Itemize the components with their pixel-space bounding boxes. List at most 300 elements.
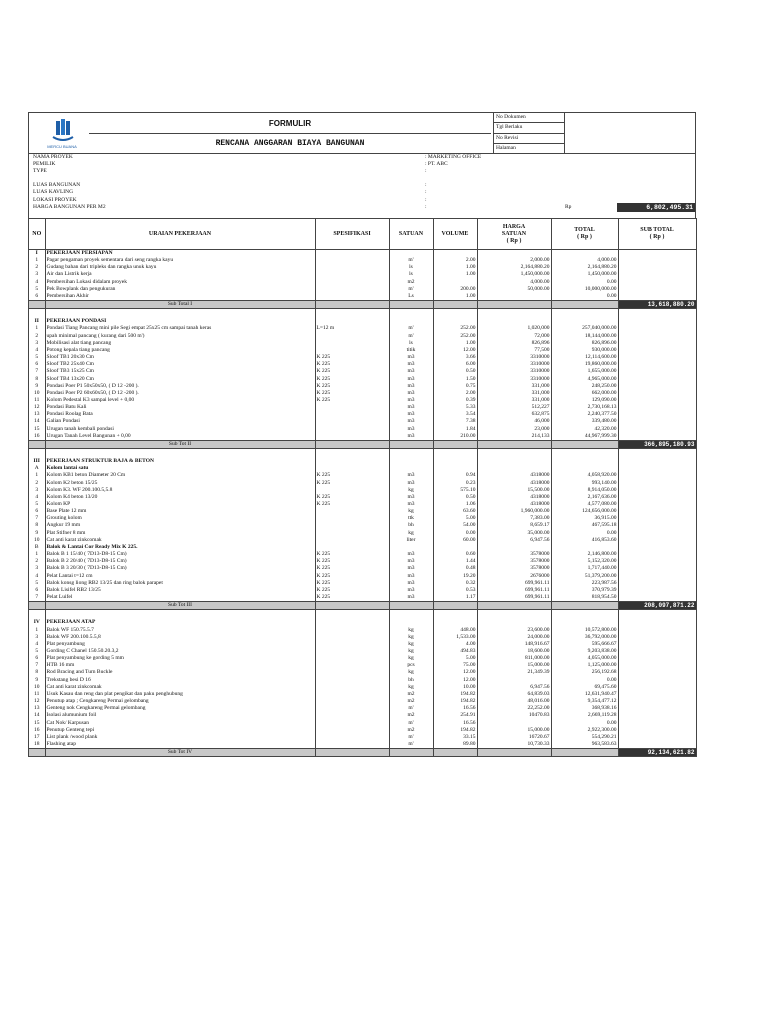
- row-volume: 1.44: [433, 558, 477, 565]
- table-row: [29, 594, 696, 602]
- row-no: 2: [29, 333, 45, 340]
- row-volume: 7.38: [433, 418, 477, 425]
- row-harga-satuan: 4318000: [477, 480, 551, 487]
- info-label: LOKASI PROYEK: [33, 196, 77, 203]
- row-satuan: kg: [389, 530, 433, 537]
- row-uraian: Pembersihan Akhir: [45, 293, 315, 301]
- row-satuan: kg: [389, 487, 433, 494]
- row-spesifikasi: [315, 426, 389, 433]
- row-uraian: Urugan tanah kembali pondasi: [45, 426, 315, 433]
- empty-cell: [477, 602, 551, 610]
- row-satuan: kg: [389, 684, 433, 691]
- table-row: [29, 580, 696, 587]
- table-row: [29, 383, 696, 390]
- row-uraian: Rod Bracing and Turn Buckle: [45, 669, 315, 676]
- col-volume: VOLUME: [433, 219, 477, 250]
- col-harga-line2: SATUAN: [501, 230, 527, 237]
- row-satuan: m3: [389, 551, 433, 558]
- empty-cell: [45, 610, 315, 620]
- row-uraian: Cat anti karat zinkcomak: [45, 684, 315, 691]
- row-volume: 1.00: [433, 271, 477, 278]
- row-total: 69,475.60: [551, 684, 618, 691]
- row-satuan: m3: [389, 433, 433, 441]
- row-uraian: Plat Stifner 8 mm: [45, 530, 315, 537]
- row-no: 2: [29, 480, 45, 487]
- row-volume: 194.82: [433, 698, 477, 705]
- table-row: [29, 641, 696, 648]
- row-total: 36,792,000.00: [551, 634, 618, 641]
- empty-cell: [551, 440, 618, 448]
- row-spesifikasi: K 225: [315, 480, 389, 487]
- row-no: 3: [29, 271, 45, 278]
- row-volume: 12.00: [433, 669, 477, 676]
- subtotal-label: Sub Total I: [45, 301, 315, 309]
- table-row: [29, 354, 696, 361]
- row-spesifikasi: K 225: [315, 494, 389, 501]
- row-total: 2,164,880.20: [551, 264, 618, 271]
- info-value: :: [425, 182, 427, 189]
- row-no: 6: [29, 655, 45, 662]
- row-spesifikasi: [315, 522, 389, 529]
- row-volume: [433, 544, 477, 551]
- empty-cell: [618, 720, 696, 727]
- row-harga-satuan: 21,349.39: [477, 669, 551, 676]
- row-total: 2,240,377.50: [551, 411, 618, 418]
- empty-cell: [618, 691, 696, 698]
- logo-text: MERCU BUANA: [47, 144, 77, 149]
- row-volume: 16.56: [433, 720, 477, 727]
- row-volume: 252.00: [433, 325, 477, 332]
- row-volume: 1.00: [433, 340, 477, 347]
- empty-cell: [29, 749, 45, 757]
- row-volume: 0.53: [433, 587, 477, 594]
- row-harga-satuan: 811,000.00: [477, 655, 551, 662]
- empty-cell: [477, 301, 551, 309]
- row-uraian: Pondasi Roolag Bata: [45, 411, 315, 418]
- row-uraian: Penutup atap ; Cengkareng Permai gelombang: [45, 698, 315, 705]
- row-total: 257,040,000.00: [551, 325, 618, 332]
- empty-cell: [433, 602, 477, 610]
- row-volume: 0.00: [433, 530, 477, 537]
- row-satuan: m3: [389, 580, 433, 587]
- doc-field: No Revisi: [494, 134, 564, 144]
- empty-cell: [389, 440, 433, 448]
- empty-cell: [551, 250, 618, 258]
- row-volume: 1.00: [433, 264, 477, 271]
- col-harga-line3: ( Rp ): [506, 237, 522, 244]
- row-volume: 75.00: [433, 662, 477, 669]
- table-row: [29, 340, 696, 347]
- row-harga-satuan: 699,961.11: [477, 594, 551, 602]
- spacer-row: [29, 610, 696, 620]
- row-no: 10: [29, 684, 45, 691]
- row-harga-satuan: 826,896: [477, 340, 551, 347]
- row-spesifikasi: [315, 544, 389, 551]
- row-harga-satuan: 46,000: [477, 418, 551, 425]
- empty-cell: [29, 440, 45, 448]
- row-volume: 16.56: [433, 705, 477, 712]
- row-total: 2,922,300.00: [551, 727, 618, 734]
- empty-cell: [618, 610, 696, 620]
- empty-cell: [618, 472, 696, 479]
- empty-cell: [618, 684, 696, 691]
- form-title: FORMULIR: [89, 113, 491, 134]
- section-no: I: [29, 250, 45, 258]
- row-harga-satuan: 10,730.33: [477, 741, 551, 749]
- empty-cell: [433, 749, 477, 757]
- row-spesifikasi: K 225: [315, 354, 389, 361]
- row-no: 1: [29, 257, 45, 264]
- row-total: 0.00: [551, 720, 618, 727]
- row-uraian: Trekstang besi D 16: [45, 677, 315, 684]
- row-satuan: kg: [389, 627, 433, 634]
- row-harga-satuan: 22,252.00: [477, 705, 551, 712]
- table-row: [29, 648, 696, 655]
- mercu-buana-logo-icon: [31, 115, 91, 151]
- row-uraian: Plat penyambung: [45, 641, 315, 648]
- row-total: 9,203,838.00: [551, 648, 618, 655]
- row-satuan: m': [389, 257, 433, 264]
- row-uraian: Pelat Luifel: [45, 594, 315, 602]
- subtotal-label: Sub Tot III: [45, 602, 315, 610]
- row-spesifikasi: [315, 662, 389, 669]
- table-row: [29, 551, 696, 558]
- row-satuan: m': [389, 286, 433, 293]
- row-uraian: Usuk Kasau dan reng dan plat pengikat dan paku penghubung: [45, 691, 315, 698]
- row-total: 416,853.60: [551, 537, 618, 544]
- row-total: 1,717,440.00: [551, 565, 618, 572]
- empty-cell: [433, 440, 477, 448]
- row-no: 5: [29, 501, 45, 508]
- row-no: 2: [29, 264, 45, 271]
- row-uraian: Pondasi Poer P1 50x50x50, ( D 12 -200 ).: [45, 383, 315, 390]
- row-no: 9: [29, 677, 45, 684]
- section-header: [29, 318, 696, 325]
- row-uraian: Kolom lantai satu: [45, 465, 315, 472]
- row-satuan: m': [389, 333, 433, 340]
- row-no: 10: [29, 537, 45, 544]
- col-no: NO: [29, 219, 45, 250]
- table-row: [29, 404, 696, 411]
- row-no: 16: [29, 727, 45, 734]
- row-harga-satuan: 2,164,880.20: [477, 264, 551, 271]
- rab-table: [29, 218, 697, 757]
- row-total: 36,915.00: [551, 515, 618, 522]
- row-satuan: m3: [389, 594, 433, 602]
- row-no: 1: [29, 472, 45, 479]
- row-uraian: Kolom KP: [45, 501, 315, 508]
- row-total: 2,146,800.00: [551, 551, 618, 558]
- table-row: [29, 390, 696, 397]
- subtotal-row: [29, 301, 696, 309]
- row-harga-satuan: 35,000.00: [477, 530, 551, 537]
- info-label: TYPE: [33, 168, 47, 175]
- row-satuan: m3: [389, 404, 433, 411]
- row-volume: 12.00: [433, 677, 477, 684]
- row-spesifikasi: [315, 677, 389, 684]
- row-uraian: Kolom K4 beton 13/20: [45, 494, 315, 501]
- row-total: 256,192.68: [551, 669, 618, 676]
- row-total: 993,140.00: [551, 480, 618, 487]
- table-row: [29, 522, 696, 529]
- empty-cell: [551, 318, 618, 325]
- table-row: [29, 465, 696, 472]
- row-total: 44,967,999.30: [551, 433, 618, 441]
- row-total: 51,379,200.00: [551, 573, 618, 580]
- empty-cell: [618, 309, 696, 319]
- row-volume: 448.00: [433, 627, 477, 634]
- empty-cell: [389, 309, 433, 319]
- table-row: [29, 573, 696, 580]
- row-volume: 1.00: [433, 293, 477, 301]
- table-row: [29, 333, 696, 340]
- empty-cell: [618, 634, 696, 641]
- empty-cell: [618, 279, 696, 286]
- row-satuan: m3: [389, 501, 433, 508]
- row-satuan: m2: [389, 279, 433, 286]
- empty-cell: [315, 610, 389, 620]
- section-title: PEKERJAAN ATAP: [45, 619, 315, 626]
- row-satuan: m': [389, 720, 433, 727]
- row-harga-satuan: 3310000: [477, 376, 551, 383]
- empty-cell: [477, 440, 551, 448]
- col-uraian: URAIAN PEKERJAAN: [45, 219, 315, 250]
- empty-cell: [389, 619, 433, 626]
- row-harga-satuan: 3578000: [477, 565, 551, 572]
- row-total: 2,167,636.00: [551, 494, 618, 501]
- row-satuan: m3: [389, 411, 433, 418]
- empty-cell: [618, 264, 696, 271]
- row-volume: 5.00: [433, 515, 477, 522]
- row-spesifikasi: [315, 530, 389, 537]
- table-row: [29, 705, 696, 712]
- empty-cell: [618, 627, 696, 634]
- row-volume: 6.00: [433, 361, 477, 368]
- row-volume: 54.00: [433, 522, 477, 529]
- row-total: 370,979.39: [551, 587, 618, 594]
- table-row: [29, 279, 696, 286]
- section-no: III: [29, 458, 45, 465]
- empty-cell: [389, 318, 433, 325]
- empty-cell: [315, 440, 389, 448]
- row-no: 2: [29, 558, 45, 565]
- subtotal-value: 92,134,621.82: [618, 749, 696, 757]
- table-row: [29, 691, 696, 698]
- empty-cell: [477, 610, 551, 620]
- empty-cell: [618, 480, 696, 487]
- row-total: 1,450,000.00: [551, 271, 618, 278]
- empty-cell: [315, 619, 389, 626]
- table-row: [29, 501, 696, 508]
- row-no: 17: [29, 734, 45, 741]
- row-satuan: m3: [389, 383, 433, 390]
- harga-per-m2-value: 6,802,495.31: [617, 203, 695, 212]
- empty-cell: [389, 749, 433, 757]
- row-satuan: [389, 465, 433, 472]
- row-harga-satuan: 6,947.56: [477, 537, 551, 544]
- row-spesifikasi: [315, 404, 389, 411]
- empty-cell: [618, 741, 696, 749]
- row-uraian: Kolom K2 beton 15/25: [45, 480, 315, 487]
- row-uraian: HTB 16 mm: [45, 662, 315, 669]
- empty-cell: [315, 250, 389, 258]
- row-total: 662,000.00: [551, 390, 618, 397]
- row-no: 15: [29, 720, 45, 727]
- col-total: [551, 219, 618, 250]
- row-no: 11: [29, 397, 45, 404]
- row-uraian: Pelat Lantai t=12 cm: [45, 573, 315, 580]
- empty-cell: [618, 458, 696, 465]
- row-volume: 4.00: [433, 641, 477, 648]
- row-total: 467,595.18: [551, 522, 618, 529]
- row-no: 18: [29, 741, 45, 749]
- row-satuan: kg: [389, 669, 433, 676]
- empty-cell: [618, 418, 696, 425]
- empty-cell: [618, 641, 696, 648]
- row-spesifikasi: [315, 508, 389, 515]
- info-row: [29, 182, 695, 189]
- empty-cell: [618, 449, 696, 459]
- info-row: [29, 168, 695, 175]
- row-total: 930,000.00: [551, 347, 618, 354]
- doc-field: Halaman: [496, 144, 516, 151]
- empty-cell: [618, 669, 696, 676]
- empty-cell: [618, 426, 696, 433]
- row-total: 8,914,050.00: [551, 487, 618, 494]
- row-volume: 10.00: [433, 684, 477, 691]
- row-satuan: m2: [389, 712, 433, 719]
- row-no: 9: [29, 383, 45, 390]
- table-row: [29, 257, 696, 264]
- row-spesifikasi: K 225: [315, 565, 389, 572]
- row-volume: 1,533.00: [433, 634, 477, 641]
- info-row: [29, 154, 695, 161]
- row-volume: 1.84: [433, 426, 477, 433]
- row-satuan: m3: [389, 480, 433, 487]
- row-harga-satuan: 18,600.00: [477, 648, 551, 655]
- row-total: 18,144,000.00: [551, 333, 618, 340]
- row-harga-satuan: 331,000: [477, 390, 551, 397]
- row-no: 4: [29, 641, 45, 648]
- row-volume: 3.66: [433, 354, 477, 361]
- row-spesifikasi: K 225: [315, 390, 389, 397]
- row-harga-satuan: 15,500.00: [477, 487, 551, 494]
- row-no: 1: [29, 627, 45, 634]
- row-no: 13: [29, 705, 45, 712]
- empty-cell: [315, 309, 389, 319]
- row-harga-satuan: 3310000: [477, 368, 551, 375]
- row-volume: 2.00: [433, 257, 477, 264]
- col-harga-line1: HARGA: [502, 223, 526, 230]
- table-row: [29, 627, 696, 634]
- col-sub-line1: SUB TOTAL: [640, 227, 674, 233]
- row-spesifikasi: [315, 727, 389, 734]
- row-no: 7: [29, 368, 45, 375]
- table-row: [29, 433, 696, 441]
- table-row: [29, 537, 696, 544]
- row-spesifikasi: [315, 698, 389, 705]
- row-total: 554,290.21: [551, 734, 618, 741]
- row-total: 595,666.67: [551, 641, 618, 648]
- table-row: [29, 720, 696, 727]
- row-uraian: Plat penyambung ke gording 5 mm: [45, 655, 315, 662]
- row-satuan: m3: [389, 472, 433, 479]
- row-satuan: titik: [389, 347, 433, 354]
- empty-cell: [618, 565, 696, 572]
- row-uraian: Kolom Pedestal K3 sampai level + 0,00: [45, 397, 315, 404]
- empty-cell: [477, 619, 551, 626]
- row-spesifikasi: K 225: [315, 558, 389, 565]
- table-row: [29, 530, 696, 537]
- row-satuan: m2: [389, 698, 433, 705]
- empty-cell: [618, 397, 696, 404]
- row-volume: 2.00: [433, 390, 477, 397]
- table-row: [29, 515, 696, 522]
- row-satuan: ttk: [389, 515, 433, 522]
- project-info: [29, 154, 696, 218]
- empty-cell: [618, 734, 696, 741]
- row-uraian: Balok & Lantai Cor Ready Mix K 225.: [45, 544, 315, 551]
- col-spesifikasi: SPESIFIKASI: [315, 219, 389, 250]
- col-sub-total: [618, 219, 696, 250]
- row-no: 13: [29, 411, 45, 418]
- row-volume: [433, 465, 477, 472]
- row-total: 2,730,168.13: [551, 404, 618, 411]
- row-no: 5: [29, 286, 45, 293]
- empty-cell: [551, 610, 618, 620]
- row-volume: 0.23: [433, 480, 477, 487]
- row-satuan: m3: [389, 426, 433, 433]
- row-spesifikasi: [315, 712, 389, 719]
- row-harga-satuan: 4318000: [477, 501, 551, 508]
- row-volume: 0.60: [433, 551, 477, 558]
- row-no: 8: [29, 376, 45, 383]
- row-spesifikasi: K 225: [315, 361, 389, 368]
- empty-cell: [477, 318, 551, 325]
- row-harga-satuan: 3578000: [477, 558, 551, 565]
- subtotal-label: Sub Tot IV: [45, 749, 315, 757]
- row-volume: 1.50: [433, 376, 477, 383]
- row-total: 4,058,920.00: [551, 472, 618, 479]
- empty-cell: [618, 361, 696, 368]
- section-no: II: [29, 318, 45, 325]
- doc-fields: [493, 113, 565, 153]
- row-harga-satuan: 1,960,000.00: [477, 508, 551, 515]
- row-volume: 200.00: [433, 286, 477, 293]
- row-spesifikasi: K 225: [315, 594, 389, 602]
- row-satuan: m': [389, 734, 433, 741]
- row-uraian: Base Plate 12 mm: [45, 508, 315, 515]
- col-sub-line2: ( Rp ): [649, 234, 665, 240]
- row-volume: 494.83: [433, 648, 477, 655]
- row-spesifikasi: [315, 279, 389, 286]
- row-spesifikasi: K 225: [315, 397, 389, 404]
- row-volume: 0.50: [433, 494, 477, 501]
- empty-cell: [315, 458, 389, 465]
- row-no: 6: [29, 508, 45, 515]
- info-label: NAMA PROYEK: [33, 154, 73, 160]
- row-spesifikasi: [315, 257, 389, 264]
- table-row: [29, 494, 696, 501]
- row-uraian: Pondasi Batu Kali: [45, 404, 315, 411]
- row-uraian: Mobilisasi alat tiang pancang: [45, 340, 315, 347]
- row-volume: [433, 279, 477, 286]
- row-no: 1: [29, 325, 45, 332]
- row-volume: 19.20: [433, 573, 477, 580]
- row-total: 826,896.00: [551, 340, 618, 347]
- empty-cell: [618, 404, 696, 411]
- table-row: [29, 662, 696, 669]
